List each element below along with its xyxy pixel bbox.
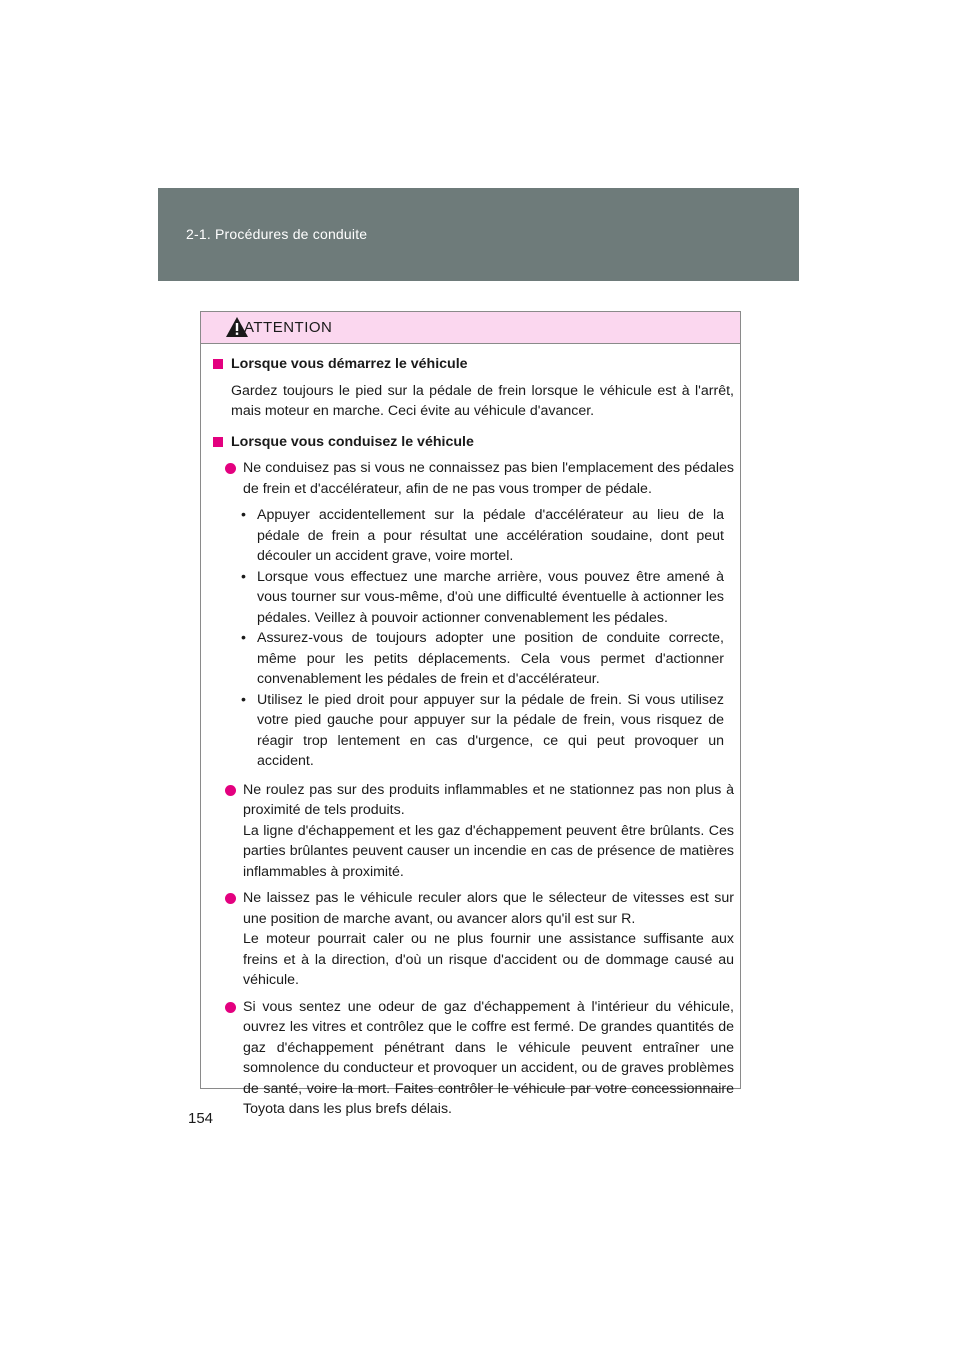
bullet-text: Le moteur pourrait caler ou ne plus fournir une assistance suffisante aux freins et à la direction, d'où un risque d'accident ou de dommage causé au véhicule.	[243, 931, 734, 988]
warning-title: ATTENTION	[244, 319, 333, 336]
section-heading	[211, 354, 734, 375]
page-number: 154	[188, 1110, 214, 1127]
section-title: 2-1. Procédures de conduite	[186, 226, 368, 242]
bullet-text: La ligne d'échappement et les gaz d'échappement peuvent être brûlants. Ces parties brûlantes peuvent causer un incendie en cas de présence de matières inflammables à proximité.	[243, 822, 734, 880]
bullet-text: Ne conduisez pas si vous ne connaissez pas bien l'emplacement des pédales de frein et d'accélérateur, afin de ne pas vous tromper de pédale.	[243, 460, 734, 497]
dot-bullet-icon: •	[241, 691, 246, 708]
warning-content	[201, 344, 740, 1120]
sub-list-item: • Lorsque vous effectuez une marche arrière, vous pouvez être amené à vous tourner sur vous-même, d'où une difficulté éventuelle à actionner les pédales. Veillez à pouvoir actionner convenablement les pédales.	[241, 568, 724, 626]
dot-bullet-icon: •	[241, 568, 246, 585]
circle-bullet-icon	[225, 893, 236, 904]
circle-bullet-icon	[225, 463, 236, 474]
list-item	[211, 997, 734, 1120]
sub-list	[211, 505, 734, 772]
dot-bullet-icon: •	[241, 507, 246, 523]
paragraph: Gardez toujours le pied sur la pédale de frein lorsque le véhicule est à l'arrêt, mais moteur en marche. Ceci évite au véhicule d'avancer.	[231, 382, 734, 419]
warning-header	[201, 312, 740, 344]
sub-list-item: • Assurez-vous de toujours adopter une position de conduite correcte, même pour les petits déplacements. Cela vous permet d'actionner convenablement les pédales de frein et d'accélérateur.	[241, 630, 724, 687]
list-item	[211, 888, 734, 991]
heading-text: Lorsque vous démarrez le véhicule	[231, 356, 468, 372]
circle-bullet-icon	[225, 785, 236, 796]
square-bullet-icon	[213, 359, 223, 369]
warning-box	[200, 311, 741, 1117]
sub-list-item: • Utilisez le pied droit pour appuyer sur la pédale de frein. Si vous utilisez votre pied gauche pour appuyer sur la pédale de frein, vous risquez de réagir trop lentement en cas d'urgence, ce qui peut provoquer un accident.	[241, 691, 724, 769]
dot-bullet-icon: •	[241, 630, 246, 646]
list-item	[211, 458, 734, 499]
bullet-text: Ne roulez pas sur des produits inflammables et ne stationnez pas non plus à proximité de tels produits.	[243, 781, 734, 818]
circle-bullet-icon	[225, 1002, 236, 1013]
sub-list-item: • Appuyer accidentellement sur la pédale d'accélérateur au lieu de la pédale de frein a pour résultat une accélération soudaine, dont peut découler un accident grave, voire mortel.	[241, 507, 724, 564]
list-item	[211, 780, 734, 883]
section-heading	[211, 432, 734, 453]
chapter-header-band	[158, 188, 799, 281]
bullet-text: Si vous sentez une odeur de gaz d'échappement à l'intérieur du véhicule, ouvrez les vitres et contrôlez que le coffre est fermé. De grandes quantités de gaz d'échappement pénétrant dans le véhicule peuvent entraîner une somnolence du conducteur et provoquer un accident, ou de graves problèmes de santé, voire la mort. Faites contrôler le véhicule par votre concessionnaire Toyota dans les plus brefs délais.	[243, 998, 734, 1117]
heading-text: Lorsque vous conduisez le véhicule	[231, 433, 474, 450]
bullet-text: Ne laissez pas le véhicule reculer alors que le sélecteur de vitesses est sur une position de marche avant, ou avancer alors qu'il est sur R.	[243, 890, 734, 927]
square-bullet-icon	[213, 437, 223, 447]
